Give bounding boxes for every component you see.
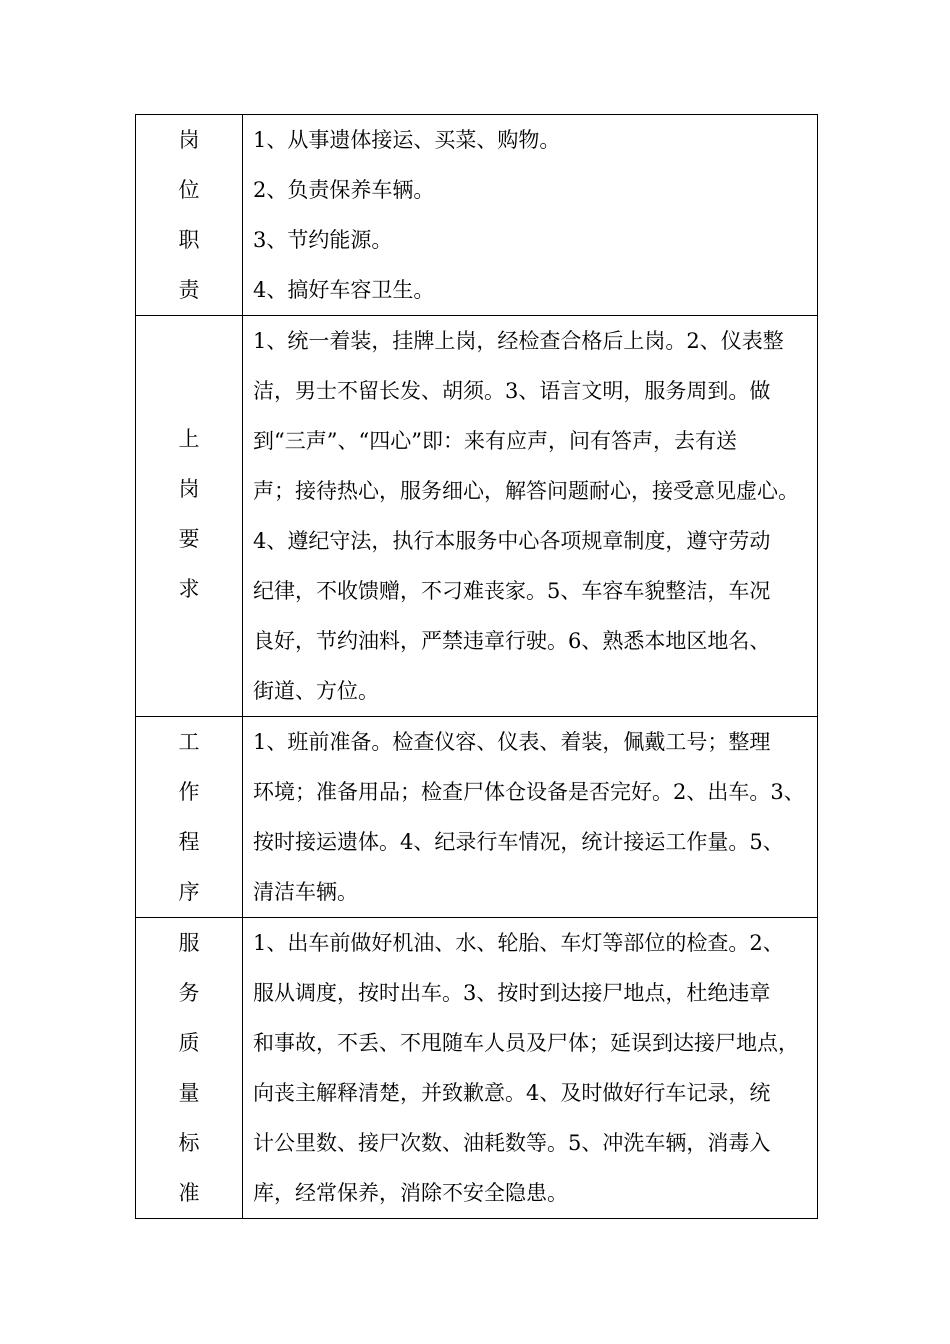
row-content-procedure [243, 717, 818, 918]
paragraph-line: 街道、方位。 [253, 679, 379, 703]
label-char: 服 [178, 931, 200, 955]
row-label-duties [136, 115, 243, 316]
paragraph-line: 到“三声”、“四心”即：来有应声，问有答声，去有送 [253, 429, 737, 453]
paragraph-line: 和事故，不丢、不甩随车人员及尸体；延误到达接尸地点， [253, 1031, 799, 1055]
row-label-quality-standard [136, 918, 243, 1219]
paragraph-line: 纪律，不收馈赠，不刁难丧家。5、车容车貌整洁，车况 [253, 579, 771, 603]
duty-item: 4、搞好车容卫生。 [253, 278, 435, 302]
row-content-quality-standard [243, 918, 818, 1219]
duty-item: 1、从事遗体接运、买菜、购物。 [253, 128, 561, 152]
label-char: 作 [178, 780, 200, 804]
duty-item: 3、节约能源。 [253, 228, 393, 252]
label-char: 质 [178, 1031, 200, 1055]
paragraph-line: 声；接待热心，服务细心，解答问题耐心，接受意见虚心。 [253, 479, 799, 503]
paragraph-line: 1、出车前做好机油、水、轮胎、车灯等部位的检查。2、 [253, 931, 784, 955]
paragraph-line: 清洁车辆。 [253, 880, 358, 904]
label-char: 务 [178, 981, 200, 1005]
label-char: 求 [178, 577, 200, 601]
label-char: 岗 [178, 128, 200, 152]
paragraph-line: 1、统一着装，挂牌上岗，经检查合格后上岗。2、仪表整 [253, 329, 784, 353]
row-content-duties [243, 115, 818, 316]
label-char: 程 [178, 830, 200, 854]
table-row-procedure [136, 717, 818, 918]
label-char: 上 [178, 427, 200, 451]
row-content-requirements [243, 316, 818, 717]
paragraph-line: 4、遵纪守法，执行本服务中心各项规章制度，遵守劳动 [253, 529, 771, 553]
paragraph-line: 库，经常保养，消除不安全隐患。 [253, 1181, 568, 1205]
duty-item: 2、负责保养车辆。 [253, 178, 435, 202]
paragraph-line: 向丧主解释清楚，并致歉意。4、及时做好行车记录，统 [253, 1081, 771, 1105]
table-row-duties [136, 115, 818, 316]
paragraph-line: 计公里数、接尸次数、油耗数等。5、冲洗车辆，消毒入 [253, 1131, 771, 1155]
row-label-requirements [136, 316, 243, 717]
paragraph-line: 按时接运遗体。4、纪录行车情况，统计接运工作量。5、 [253, 830, 784, 854]
row-label-procedure [136, 717, 243, 918]
label-char: 职 [178, 228, 200, 252]
label-char: 标 [178, 1131, 200, 1155]
paragraph-line: 1、班前准备。检查仪容、仪表、着装，佩戴工号；整理 [253, 730, 771, 754]
label-char: 量 [178, 1081, 200, 1105]
label-char: 责 [178, 278, 200, 302]
paragraph-line: 环境；准备用品；检查尸体仓设备是否完好。2、出车。3、 [253, 780, 805, 804]
table-row-quality-standard [136, 918, 818, 1219]
paragraph-line: 服从调度，按时出车。3、按时到达接尸地点，杜绝违章 [253, 981, 771, 1005]
label-char: 准 [178, 1181, 200, 1205]
table-row-requirements [136, 316, 818, 717]
paragraph-line: 洁，男士不留长发、胡须。3、语言文明，服务周到。做 [253, 379, 771, 403]
label-char: 序 [178, 880, 200, 904]
job-description-table [135, 114, 818, 1219]
paragraph-line: 良好，节约油料，严禁违章行驶。6、熟悉本地区地名、 [253, 629, 771, 653]
label-char: 位 [178, 178, 200, 202]
label-char: 要 [178, 527, 200, 551]
label-char: 工 [178, 730, 200, 754]
label-char: 岗 [178, 477, 200, 501]
